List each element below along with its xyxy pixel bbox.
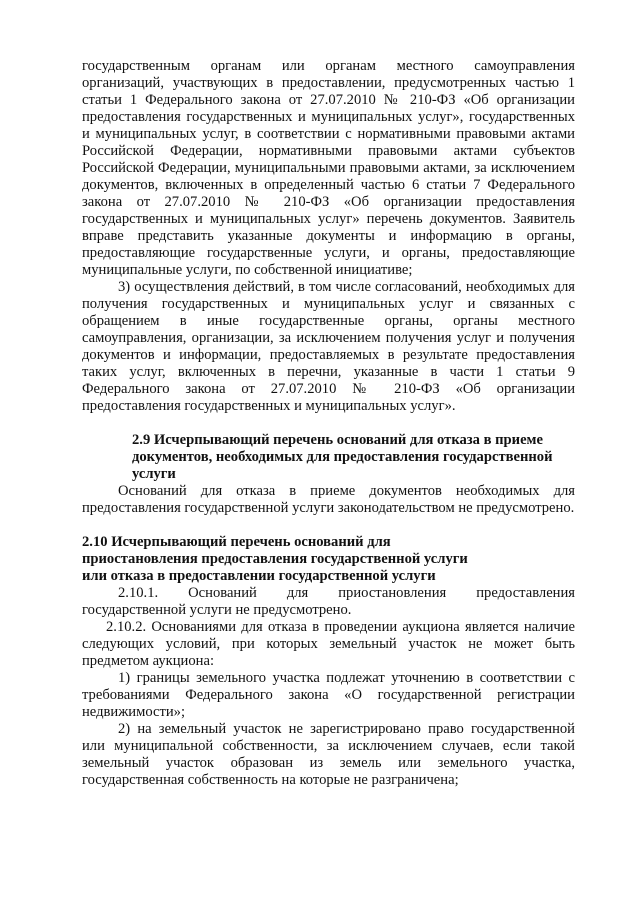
section-heading-2-10-line-2: приостановления предоставления государственной услуги (82, 551, 468, 567)
section-heading-2-9: 2.9 Исчерпывающий перечень оснований для отказа в приеме документов, необходимых для предоставления государственной услуги (132, 432, 553, 482)
paragraph-no-grounds-refusal: Оснований для отказа в приеме документов необходимых для предоставления государственной услуги законодательством не предусмотрено. (82, 483, 575, 516)
paragraph-documents-list: государственным органам или органам местного самоуправления организаций, участвующих в предоставлении, предусмотренных частью 1 статьи 1 Федерального закона от 27.07.2010 № 210-ФЗ «Об организации предоставления государственных и муниципальных услуг», государственных и муниципальных услуг, в соответствии с нормативными правовыми актами Российской Федерации, нормативными правовыми актами субъектов Российской Федерации, муниципальными правовыми актами, за исключением документов, включенных в определенный частью 6 статьи 7 Федерального закона от 27.07.2010 № 210-ФЗ «Об организации предоставления государственных и муниципальных услуг» перечень документов. Заявитель вправе представить указанные документы и информацию в органы, предоставляющие государственные услуги, и органы, предоставляющие муниципальные услуги, по собственной инициативе; (82, 58, 575, 278)
section-heading-2-10-line-3: или отказа в предоставлении государственной услуги (82, 568, 436, 584)
document-page (82, 58, 575, 789)
paragraph-2-10-1: 2.10.1. Оснований для приостановления предоставления государственной услуги не предусмотрено. (82, 585, 575, 618)
paragraph-item-3: 3) осуществления действий, в том числе согласований, необходимых для получения государственных и муниципальных услуг и связанных с обращением в иные государственные органы, органы местного самоуправления, организации, за исключением получения услуг и получения документов и информации, предоставляемых в результате предоставления таких услуг, включенных в перечни, указанные в части 1 статьи 9 Федерального закона от 27.07.2010 № 210-ФЗ «Об организации предоставления государственных и муниципальных услуг». (82, 279, 575, 414)
spacer (82, 517, 575, 534)
section-heading-2-10-line-1: 2.10 Исчерпывающий перечень оснований для (82, 534, 391, 550)
paragraph-2-10-2: 2.10.2. Основаниями для отказа в проведении аукциона является наличие следующих условий, при которых земельный участок не может быть предметом аукциона: (82, 619, 575, 669)
spacer (82, 415, 575, 432)
paragraph-item-2: 2) на земельный участок не зарегистрировано право государственной или муниципальной собственности, за исключением случаев, если такой земельный участок образован из земель или земельного участка, государственная собственность на которые не разграничена; (82, 721, 575, 788)
paragraph-item-1: 1) границы земельного участка подлежат уточнению в соответствии с требованиями Федерального закона «О государственной регистрации недвижимости»; (82, 670, 575, 720)
